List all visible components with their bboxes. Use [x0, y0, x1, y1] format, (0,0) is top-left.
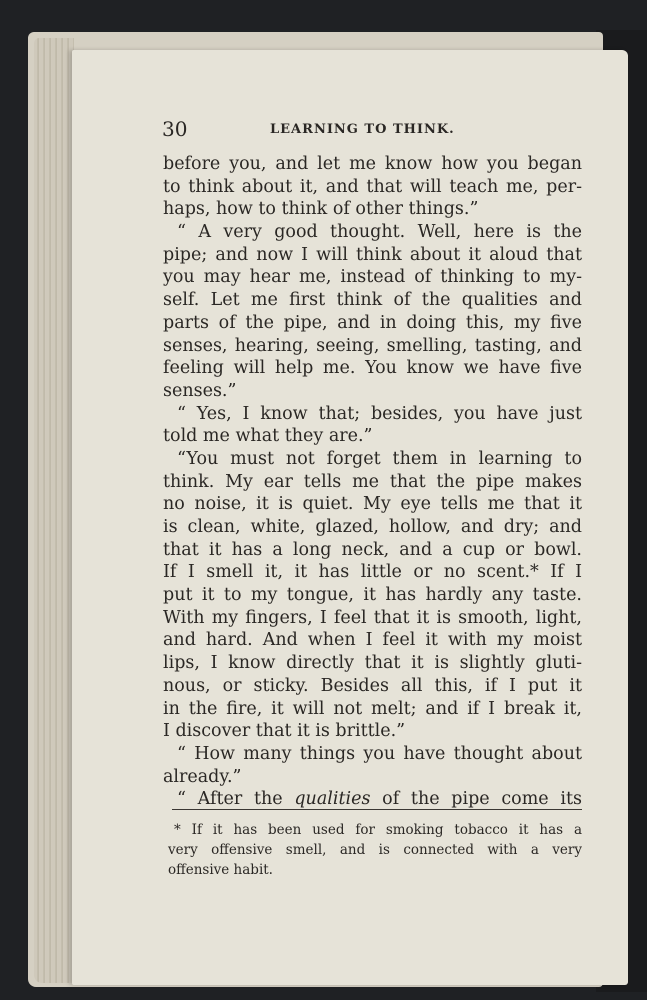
text-line: feeling will help me. You know we have five	[163, 358, 582, 379]
page-number: 30	[162, 117, 188, 141]
footnote-rule	[172, 809, 582, 810]
footnote-line: * If it has been used for smoking tobacco it has a	[174, 822, 582, 838]
text-line: that it has a long neck, and a cup or bowl.	[163, 539, 582, 560]
text-line: before you, and let me know how you began	[163, 154, 582, 174]
text-line: self. Let me first think of the qualities and	[163, 290, 582, 311]
text-line: told me what they are.”	[163, 426, 373, 447]
text-line: nous, or sticky. Besides all this, if I put it	[163, 675, 582, 696]
text-line-with-emphasis	[163, 788, 582, 811]
footnote	[168, 820, 582, 880]
text-line: is clean, white, glazed, hollow, and dry; and	[163, 517, 582, 537]
text-run: “ After the	[177, 789, 283, 810]
text-line: you may hear me, instead of thinking to my-	[163, 267, 582, 288]
text-line: in the fire, it will not melt; and if I break it,	[163, 698, 582, 719]
text-line: senses, hearing, seeing, smelling, tasting, and	[163, 335, 582, 356]
text-line: lips, I know directly that it is slightly gluti-	[163, 653, 582, 674]
text-line: “ A very good thought. Well, here is the	[177, 222, 582, 243]
text-line: I discover that it is brittle.”	[163, 721, 406, 742]
emphasis-qualities: qualities	[294, 789, 371, 810]
text-line: think. My ear tells me that the pipe makes	[163, 471, 582, 492]
page-header	[162, 117, 582, 147]
text-run: of the pipe come its	[382, 789, 582, 810]
text-line: to think about it, and that will teach me, per-	[163, 176, 582, 197]
text-line: already.”	[163, 766, 242, 787]
text-line: “You must not forget them in learning to	[177, 448, 582, 469]
text-line: If I smell it, it has little or no scent.* If I	[163, 562, 582, 583]
page-stack-edges	[34, 38, 74, 983]
running-head: LEARNING TO THINK.	[270, 122, 455, 137]
text-line: senses.”	[163, 380, 237, 401]
body-text	[163, 153, 582, 811]
footnote-line: very offensive smell, and is connected with a very	[168, 842, 582, 858]
text-line: pipe; and now I will think about it aloud that	[163, 244, 582, 265]
text-line: “ Yes, I know that; besides, you have just	[177, 403, 582, 424]
text-line: parts of the pipe, and in doing this, my five	[163, 312, 582, 333]
text-line: and hard. And when I feel it with my moist	[163, 630, 582, 651]
text-line: put it to my tongue, it has hardly any taste.	[163, 585, 582, 606]
text-line: With my fingers, I feel that it is smooth, light,	[163, 607, 582, 628]
text-line: haps, how to think of other things.”	[163, 199, 479, 220]
text-line: “ How many things you have thought about	[177, 743, 582, 764]
text-line: no noise, it is quiet. My eye tells me that it	[163, 494, 582, 515]
footnote-line: offensive habit.	[168, 862, 273, 878]
